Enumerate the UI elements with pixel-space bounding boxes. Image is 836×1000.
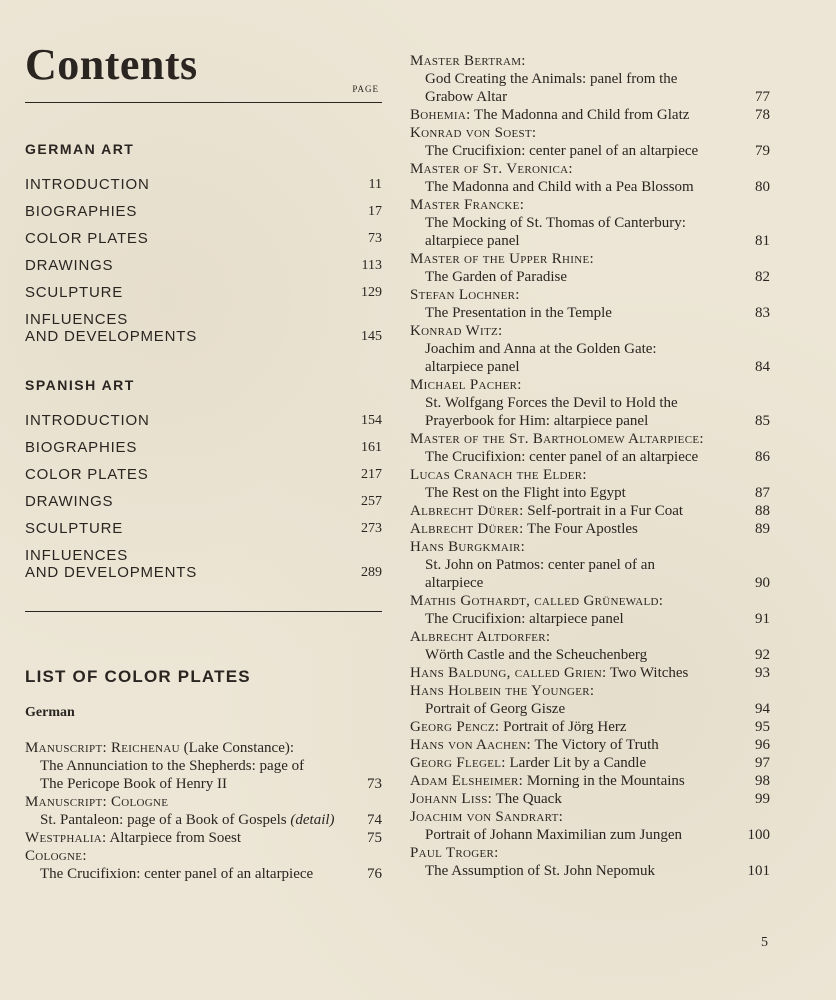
plate-artist-line [410, 808, 770, 826]
plate-entry-line [410, 502, 770, 520]
plate-entry-text [410, 772, 685, 790]
plate-title: Grabow Altar [425, 89, 508, 105]
plate-entry-text [410, 754, 646, 772]
plate-artist-line [25, 793, 382, 811]
toc-entry-label: DRAWINGS [25, 257, 114, 274]
plate-artist-line [410, 538, 770, 556]
left-column [25, 40, 382, 883]
plate-entry [410, 772, 770, 790]
plate-title: The Crucifixion: center panel of an altarpiece [425, 143, 699, 159]
plate-title-text [425, 394, 678, 412]
plate-title-text [425, 358, 520, 376]
plate-artist: Hans von Aachen: [410, 737, 532, 753]
plate-entry [410, 196, 770, 250]
page-column-label: PAGE [352, 84, 379, 94]
toc-entry-label: INFLUENCES AND DEVELOPMENTS [25, 547, 197, 581]
plate-entry [410, 754, 770, 772]
plate-entry [410, 106, 770, 124]
plate-page: 75 [367, 830, 382, 846]
plate-entry-line [410, 790, 770, 808]
german-toc-list [25, 176, 382, 345]
toc-entry [25, 439, 382, 456]
plate-title-line [410, 304, 770, 322]
color-plates-heading: LIST OF COLOR PLATES [25, 667, 251, 686]
plate-page: 80 [755, 179, 770, 195]
plate-title-text [425, 826, 682, 844]
plate-artist-line [25, 739, 382, 757]
plate-page: 73 [367, 776, 382, 792]
plate-artist: Georg Flegel: [410, 755, 506, 771]
plate-page: 85 [755, 413, 770, 429]
plate-title-line [410, 142, 770, 160]
plate-entry-line [410, 772, 770, 790]
plate-title-text [425, 646, 647, 664]
plate-entry-text [410, 502, 683, 520]
plate-title-line [410, 232, 770, 250]
plate-page: 78 [755, 107, 770, 123]
plate-page: 77 [755, 89, 770, 105]
plate-title: The Crucifixion: center panel of an altarpiece [40, 866, 314, 882]
plate-title-line [410, 484, 770, 502]
plate-title-line [410, 700, 770, 718]
plate-title: The Garden of Paradise [425, 269, 568, 285]
plate-title-text [425, 448, 698, 466]
plate-title-line [410, 178, 770, 196]
toc-entry-page: 113 [361, 258, 382, 273]
plate-artist: Johann Liss: [410, 791, 493, 807]
plate-artist: Joachim von Sandrart: [410, 809, 564, 825]
plate-page: 88 [755, 503, 770, 519]
plate-entry [410, 844, 770, 880]
plate-entry [25, 829, 382, 847]
plate-entry [410, 322, 770, 376]
plate-title: The Pericope Book of Henry II [40, 776, 228, 792]
plate-page: 86 [755, 449, 770, 465]
toc-entry-page: 129 [361, 285, 382, 300]
plate-title-text [425, 304, 612, 322]
plate-artist: Stefan Lochner: [410, 287, 520, 303]
toc-entry-page: 154 [361, 413, 382, 428]
plate-entry-text [410, 718, 627, 736]
toc-entry-page: 257 [361, 494, 382, 509]
plate-title: The Presentation in the Temple [425, 305, 612, 321]
spanish-art-heading: SPANISH ART [25, 377, 135, 393]
plate-title: God Creating the Animals: panel from the [425, 71, 678, 87]
plate-entry [410, 682, 770, 718]
plate-artist-line [410, 682, 770, 700]
plate-page: 99 [755, 791, 770, 807]
plate-page: 84 [755, 359, 770, 375]
plate-artist: Georg Pencz: [410, 719, 500, 735]
plate-artist: Hans Baldung, called Grien: [410, 665, 607, 681]
plate-artist: Master of the St. Bartholomew Altarpiece: [410, 431, 704, 447]
plate-title-text [425, 484, 626, 502]
plate-artist-suffix: (Lake Constance): [179, 740, 295, 756]
toc-entry-page: 17 [368, 204, 382, 219]
color-plates-list-right [410, 52, 770, 880]
plate-entry [410, 736, 770, 754]
plate-artist-line [410, 592, 770, 610]
plate-title-line [410, 412, 770, 430]
plate-entry-line [410, 520, 770, 538]
plate-artist-line [410, 250, 770, 268]
plate-entry [410, 664, 770, 682]
plate-title-line [410, 826, 770, 844]
plate-artist-line [410, 160, 770, 178]
plate-title: Portrait of Georg Gisze [425, 701, 566, 717]
plate-title-line [410, 646, 770, 664]
plate-title-line [410, 70, 770, 88]
plate-entry [410, 466, 770, 502]
plate-page: 83 [755, 305, 770, 321]
plate-entry [25, 739, 382, 793]
plate-title-line [410, 862, 770, 880]
plate-title: The Crucifixion: center panel of an altarpiece [425, 449, 699, 465]
toc-entry [25, 311, 382, 345]
plate-title-line [410, 268, 770, 286]
toc-entry-page: 273 [361, 521, 382, 536]
plate-entry [25, 847, 382, 883]
plate-title: The Four Apostles [523, 521, 638, 537]
toc-entry-label: INFLUENCES AND DEVELOPMENTS [25, 311, 197, 345]
plate-title-text [425, 700, 565, 718]
german-subheading: German [25, 705, 75, 720]
plate-title: Self-portrait in a Fur Coat [523, 503, 684, 519]
toc-entry-page: 11 [368, 177, 382, 192]
plate-title-text [425, 142, 698, 160]
plate-title-text [425, 556, 655, 574]
plate-title-line [410, 574, 770, 592]
plate-entry-line [410, 736, 770, 754]
plate-title: Morning in the Mountains [523, 773, 685, 789]
section-rule [25, 611, 382, 612]
plate-page: 93 [755, 665, 770, 681]
page-number: 5 [761, 935, 768, 950]
plate-title-text [425, 268, 567, 286]
toc-entry [25, 466, 382, 483]
toc-entry [25, 412, 382, 429]
plate-entry [410, 628, 770, 664]
toc-entry-label: BIOGRAPHIES [25, 439, 138, 456]
plate-title-text [40, 757, 304, 775]
plate-title: Prayerbook for Him: altarpiece panel [425, 413, 649, 429]
toc-entry [25, 284, 382, 301]
plate-artist-line [25, 847, 382, 865]
toc-entry-label: SCULPTURE [25, 520, 124, 537]
plate-title-text [40, 775, 227, 793]
german-art-heading: GERMAN ART [25, 141, 135, 157]
plate-entry-line [410, 664, 770, 682]
plate-title: The Rest on the Flight into Egypt [425, 485, 626, 501]
plate-title-text [425, 340, 657, 358]
plate-artist: Paul Troger: [410, 845, 499, 861]
plate-artist-line [410, 286, 770, 304]
plate-artist-line [410, 628, 770, 646]
plate-artist: Westphalia: [25, 830, 107, 846]
plate-artist: Konrad von Soest: [410, 125, 537, 141]
plate-artist-line [410, 52, 770, 70]
plate-artist-line [410, 430, 770, 448]
plate-title-line [410, 556, 770, 574]
plate-title: St. Pantaleon: page of a Book of Gospels [40, 812, 291, 828]
plate-entry [410, 430, 770, 466]
toc-entry-label: DRAWINGS [25, 493, 114, 510]
page-title: Contents [25, 40, 198, 89]
plate-entry-line [410, 106, 770, 124]
plate-page: 100 [747, 827, 770, 843]
plate-artist-line [410, 376, 770, 394]
plate-artist: Bohemia: [410, 107, 471, 123]
plate-title-line [410, 214, 770, 232]
plate-title-text [425, 862, 655, 880]
plate-page: 90 [755, 575, 770, 591]
plate-artist: Lucas Cranach the Elder: [410, 467, 587, 483]
plate-page: 79 [755, 143, 770, 159]
plate-title-line [410, 448, 770, 466]
toc-entry-page: 145 [361, 329, 382, 344]
plate-artist: Konrad Witz: [410, 323, 503, 339]
plate-title: Portrait of Johann Maximilian zum Jungen [425, 827, 683, 843]
plate-page: 98 [755, 773, 770, 789]
plate-page: 89 [755, 521, 770, 537]
plate-entry [410, 718, 770, 736]
plate-title-line [25, 865, 382, 883]
plate-title-text [425, 412, 648, 430]
toc-entry [25, 493, 382, 510]
plate-artist: Albrecht Dürer: [410, 521, 524, 537]
plate-entry-line [410, 754, 770, 772]
plate-title: Two Witches [606, 665, 689, 681]
plate-artist: Master of St. Veronica: [410, 161, 573, 177]
plate-entry-text [410, 520, 638, 538]
plate-title: Joachim and Anna at the Golden Gate: [425, 341, 657, 357]
plate-artist-line [410, 466, 770, 484]
plate-title-line [410, 88, 770, 106]
plate-title-line [410, 340, 770, 358]
plate-artist: Mathis Gothardt, called Grünewald: [410, 593, 664, 609]
plate-artist: Cologne: [25, 848, 87, 864]
plate-title: Altarpiece from Soest [106, 830, 242, 846]
plate-title-line [410, 394, 770, 412]
plate-page: 76 [367, 866, 382, 882]
plate-title-text [425, 70, 677, 88]
plate-entry-text [25, 829, 241, 847]
toc-entry [25, 547, 382, 581]
plate-title: The Assumption of St. John Nepomuk [425, 863, 656, 879]
plate-artist: Master Bertram: [410, 53, 526, 69]
plate-artist: Michael Pacher: [410, 377, 522, 393]
plate-title: St. Wolfgang Forces the Devil to Hold the [425, 395, 678, 411]
plate-entry-line [410, 718, 770, 736]
plate-artist: Adam Elsheimer: [410, 773, 524, 789]
plate-title-text [40, 865, 313, 883]
plate-artist: Hans Holbein the Younger: [410, 683, 595, 699]
plate-title: altarpiece panel [425, 359, 520, 375]
toc-entry [25, 257, 382, 274]
plate-title: The Crucifixion: altarpiece panel [425, 611, 624, 627]
color-plates-list-left [25, 739, 382, 883]
plate-title: The Madonna and Child with a Pea Blossom [425, 179, 694, 195]
toc-entry [25, 230, 382, 247]
plate-entry [410, 790, 770, 808]
plate-artist-line [410, 196, 770, 214]
plate-artist-line [410, 322, 770, 340]
plate-artist: Hans Burgkmair: [410, 539, 526, 555]
toc-entry [25, 203, 382, 220]
plate-page: 95 [755, 719, 770, 735]
plate-page: 97 [755, 755, 770, 771]
toc-entry-label: INTRODUCTION [25, 412, 150, 429]
plate-title: The Annunciation to the Shepherds: page of [40, 758, 305, 774]
plate-title: The Mocking of St. Thomas of Canterbury: [425, 215, 686, 231]
plate-entry-text [410, 736, 659, 754]
toc-entry-label: COLOR PLATES [25, 466, 149, 483]
plate-entry [410, 592, 770, 628]
toc-entry-label: SCULPTURE [25, 284, 124, 301]
right-column [410, 52, 770, 880]
plate-entry [410, 520, 770, 538]
plate-artist-line [410, 844, 770, 862]
plate-artist-line [410, 124, 770, 142]
plate-entry-text [410, 790, 562, 808]
plate-artist: Albrecht Dürer: [410, 503, 524, 519]
plate-artist: Albrecht Altdorfer: [410, 629, 551, 645]
plate-page: 94 [755, 701, 770, 717]
plate-title-text [425, 232, 520, 250]
plate-title-text [425, 214, 686, 232]
plate-title: altarpiece panel [425, 233, 520, 249]
plate-title-text [425, 178, 694, 196]
plate-entry-text [410, 106, 689, 124]
plate-title-line [25, 757, 382, 775]
toc-entry-page: 217 [361, 467, 382, 482]
toc-entry-label: BIOGRAPHIES [25, 203, 138, 220]
plate-title-line [410, 358, 770, 376]
plate-page: 82 [755, 269, 770, 285]
plate-page: 96 [755, 737, 770, 753]
plate-title-emphasis: (detail) [290, 812, 335, 828]
plate-title-text [425, 574, 483, 592]
plate-title-text [425, 610, 624, 628]
plate-title: altarpiece [425, 575, 484, 591]
title-rule [25, 102, 382, 103]
plate-page: 101 [747, 863, 770, 879]
plate-title: Wörth Castle and the Scheuchenberg [425, 647, 648, 663]
plate-page: 81 [755, 233, 770, 249]
plate-entry [410, 250, 770, 286]
plate-page: 91 [755, 611, 770, 627]
plate-entry [410, 124, 770, 160]
plate-entry [410, 52, 770, 106]
plate-artist: Manuscript: Reichenau [25, 740, 180, 756]
plate-page: 92 [755, 647, 770, 663]
plate-entry-text [410, 664, 688, 682]
toc-entry-page: 73 [368, 231, 382, 246]
toc-entry-page: 289 [361, 565, 382, 580]
plate-entry [410, 160, 770, 196]
toc-entry [25, 520, 382, 537]
plate-entry-line [25, 829, 382, 847]
plate-artist: Master of the Upper Rhine: [410, 251, 594, 267]
plate-page: 74 [367, 812, 382, 828]
plate-title-line [25, 775, 382, 793]
plate-entry [410, 286, 770, 322]
plate-title-text [40, 811, 335, 829]
plate-title-line [410, 610, 770, 628]
plate-title-line [25, 811, 382, 829]
toc-entry-page: 161 [361, 440, 382, 455]
toc-entry-label: COLOR PLATES [25, 230, 149, 247]
toc-entry-label: INTRODUCTION [25, 176, 150, 193]
plate-title: The Victory of Truth [531, 737, 659, 753]
plate-entry [410, 502, 770, 520]
plate-entry [410, 538, 770, 592]
plate-title: The Madonna and Child from Glatz [470, 107, 690, 123]
plate-entry [410, 808, 770, 844]
plate-page: 87 [755, 485, 770, 501]
plate-title: Portrait of Jörg Herz [499, 719, 627, 735]
plate-artist: Master Francke: [410, 197, 525, 213]
plate-entry [410, 376, 770, 430]
plate-title: Larder Lit by a Candle [505, 755, 647, 771]
plate-title: St. John on Patmos: center panel of an [425, 557, 655, 573]
toc-entry [25, 176, 382, 193]
plate-title: The Quack [492, 791, 562, 807]
plate-entry [25, 793, 382, 829]
plate-title-text [425, 88, 507, 106]
spanish-toc-list [25, 412, 382, 581]
plate-artist: Manuscript: Cologne [25, 794, 169, 810]
